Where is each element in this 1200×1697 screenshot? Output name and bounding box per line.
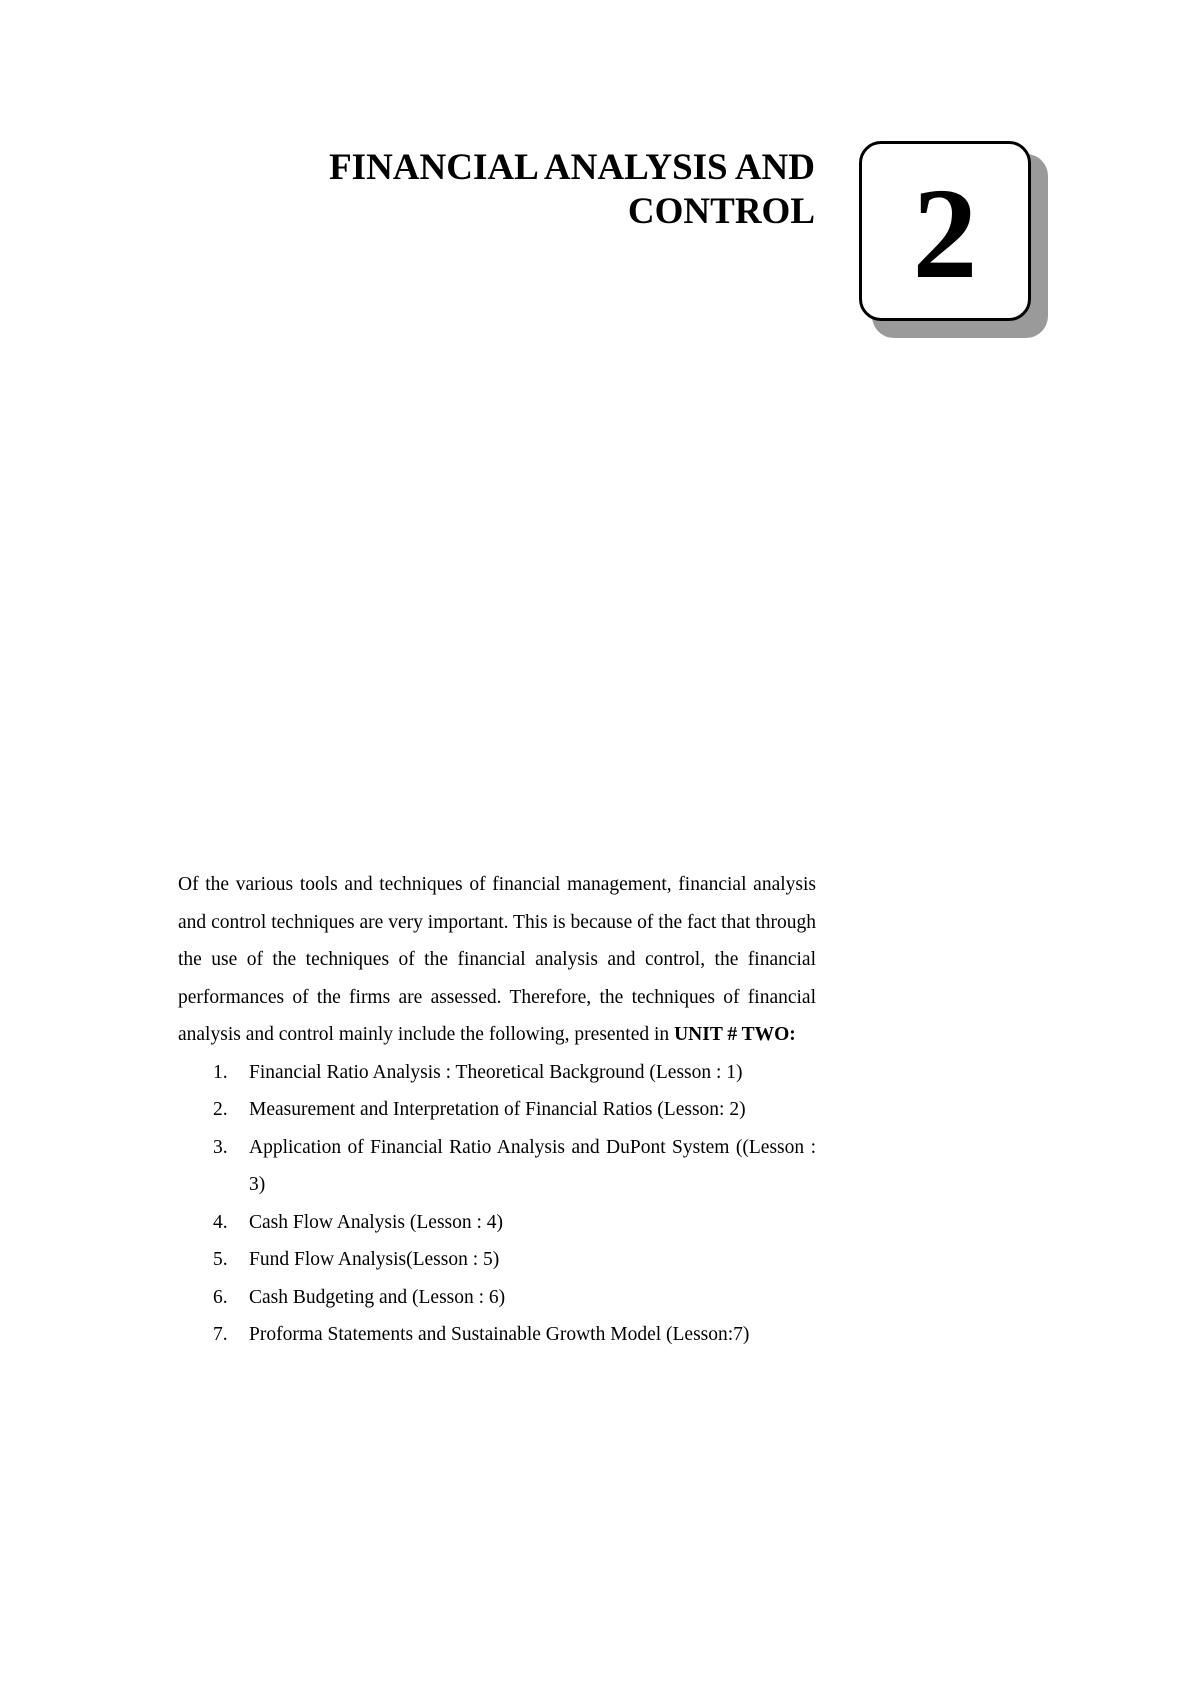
lesson-number: 7. [213, 1324, 228, 1345]
lesson-text: Measurement and Interpretation of Financial Ratios (Lesson: 2) [249, 1099, 746, 1120]
chapter-number: 2 [912, 162, 978, 306]
lesson-number: 3. [213, 1136, 228, 1158]
chapter-number-box [859, 141, 1031, 321]
lesson-number: 4. [213, 1211, 228, 1233]
lesson-item-6 [178, 1279, 816, 1317]
unit-label: UNIT # TWO: [674, 1024, 796, 1045]
lesson-item-1 [178, 1054, 816, 1092]
lesson-text: Cash Flow Analysis (Lesson : 4) [249, 1211, 504, 1233]
lesson-number: 5. [213, 1249, 228, 1270]
lesson-item-2 [178, 1091, 816, 1129]
lesson-text: Cash Budgeting and (Lesson : 6) [249, 1286, 506, 1308]
lesson-item-7 [178, 1316, 816, 1354]
intro-paragraph [178, 866, 816, 1054]
chapter-title-line-2: CONTROL [627, 191, 815, 232]
intro-section [178, 866, 816, 1354]
lesson-list [178, 1054, 816, 1354]
lesson-text: Proforma Statements and Sustainable Growth Model (Lesson:7) [249, 1324, 750, 1345]
lesson-number: 6. [213, 1286, 228, 1308]
lesson-text: Application of Financial Ratio Analysis and DuPont System ((Lesson : 3) [249, 1136, 816, 1195]
lesson-item-3 [178, 1129, 816, 1204]
chapter-title [230, 146, 815, 234]
lesson-number: 1. [213, 1061, 228, 1083]
lesson-item-5 [178, 1241, 816, 1279]
lesson-text: Fund Flow Analysis(Lesson : 5) [249, 1249, 500, 1270]
chapter-title-line-1: FINANCIAL ANALYSIS AND [329, 147, 815, 188]
lesson-item-4 [178, 1204, 816, 1242]
lesson-number: 2. [213, 1099, 228, 1120]
lesson-text: Financial Ratio Analysis : Theoretical Background (Lesson : 1) [249, 1061, 743, 1083]
intro-paragraph-text: Of the various tools and techniques of financial management, financial analysis and control techniques are very important. This is because of the fact that through the use of the techniques of the financial analysis and control, the financial performances of the firms are assessed. Therefore, the techniques of financial analysis and control mainly include the following, presented in [178, 874, 816, 1045]
